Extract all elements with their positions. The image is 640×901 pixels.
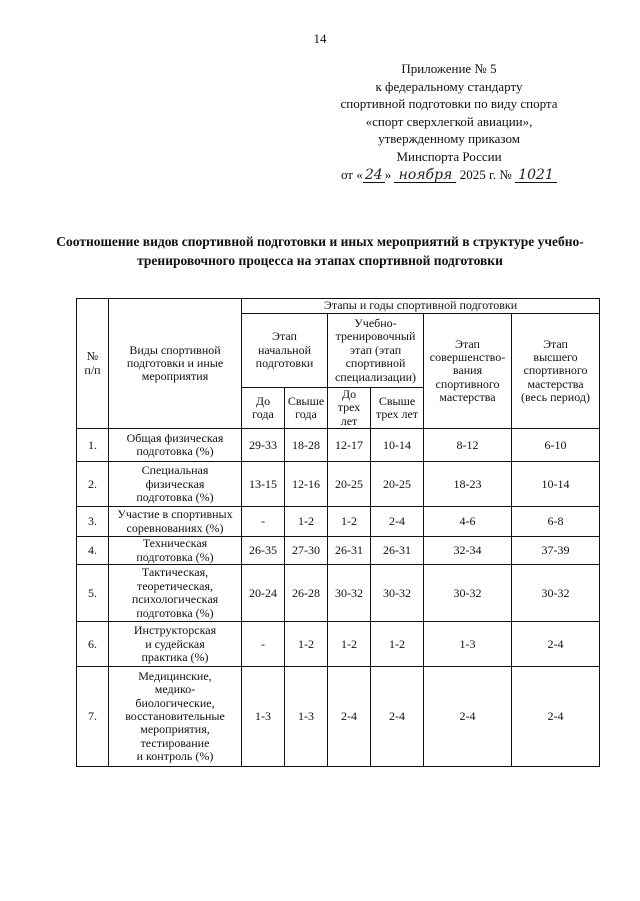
- table-cell: 2-4: [512, 667, 600, 767]
- table-cell: 1-3: [242, 667, 285, 767]
- table-cell: 6-10: [512, 429, 600, 462]
- annex-line: Приложение № 5: [401, 61, 497, 76]
- page-number: 14: [313, 31, 327, 46]
- table-cell: 13-15: [242, 462, 285, 507]
- annex-line: Минспорта России: [396, 148, 502, 164]
- handwritten-month: ноября: [394, 168, 456, 183]
- row-number: 5.: [77, 565, 109, 622]
- table-cell: 2-4: [424, 667, 512, 767]
- table-cell: 2-4: [512, 622, 600, 667]
- table-cell: -: [242, 507, 285, 537]
- row-kind-name: Специальная физическая подготовка (%): [109, 462, 242, 507]
- row-kind-name: Медицинские, медико- биологические, восстановительные мероприятия, тестирование и контроль (%): [109, 667, 242, 767]
- table-row: [77, 429, 600, 462]
- table-cell: 2-4: [328, 667, 371, 767]
- document-title: Соотношение видов спортивной подготовки и иных мероприятий в структуре учебно-тренировочного процесса на этапах спортивной подготовки: [56, 234, 584, 268]
- table-cell: 6-8: [512, 507, 600, 537]
- annex-line: к федеральному стандарту: [375, 78, 523, 94]
- table-cell: 1-2: [328, 622, 371, 667]
- table-cell: 1-3: [285, 667, 328, 767]
- row-kind-name: Тактическая, теоретическая, психологическая подготовка (%): [109, 565, 242, 622]
- date-year: 2025 г. №: [459, 166, 512, 182]
- order-date-line: [330, 166, 568, 184]
- row-kind-name: Общая физическая подготовка (%): [109, 429, 242, 462]
- header-over-three-years: Свыше трех лет: [371, 388, 424, 429]
- table-cell: -: [242, 622, 285, 667]
- header-stages-title: Этапы и годы спортивной подготовки: [242, 299, 600, 314]
- header-stage-initial: Этап начальной подготовки: [242, 314, 328, 388]
- annex-line: утвержденному приказом: [378, 131, 520, 147]
- date-mid: »: [384, 166, 392, 182]
- table-cell: 37-39: [512, 537, 600, 565]
- table-cell: 32-34: [424, 537, 512, 565]
- table-cell: 20-25: [371, 462, 424, 507]
- annex-line: «спорт сверхлегкой авиации»,: [365, 113, 533, 129]
- table-row: [77, 507, 600, 537]
- table-cell: 30-32: [371, 565, 424, 622]
- table-cell: 10-14: [512, 462, 600, 507]
- table-cell: 1-2: [328, 507, 371, 537]
- table-cell: 18-28: [285, 429, 328, 462]
- table-row: [77, 537, 600, 565]
- table-cell: 1-2: [285, 507, 328, 537]
- annex-line: спортивной подготовки по виду спорта: [340, 96, 558, 112]
- header-over-year: Свыше года: [285, 388, 328, 429]
- table-cell: 18-23: [424, 462, 512, 507]
- row-number: 6.: [77, 622, 109, 667]
- row-number: 7.: [77, 667, 109, 767]
- handwritten-order-number: 1021: [515, 168, 557, 183]
- table-row: [77, 565, 600, 622]
- table-cell: 4-6: [424, 507, 512, 537]
- table-cell: 20-24: [242, 565, 285, 622]
- header-stage-training: Учебно- тренировочный этап (этап спортивной специализации): [328, 314, 424, 388]
- training-ratio-table: [76, 298, 600, 767]
- table-cell: 30-32: [328, 565, 371, 622]
- header-stage-improvement: Этап совершенство- вания спортивного мастерства: [424, 314, 512, 429]
- row-number: 1.: [77, 429, 109, 462]
- table-cell: 10-14: [371, 429, 424, 462]
- table-cell: 30-32: [424, 565, 512, 622]
- row-number: 2.: [77, 462, 109, 507]
- row-kind-name: Инструкторская и судейская практика (%): [109, 622, 242, 667]
- handwritten-day: 24: [363, 168, 385, 183]
- table-cell: 1-3: [424, 622, 512, 667]
- table-cell: 2-4: [371, 507, 424, 537]
- row-kind-name: Техническая подготовка (%): [109, 537, 242, 565]
- row-kind-name: Участие в спортивных соревнованиях (%): [109, 507, 242, 537]
- table-body: [77, 429, 600, 767]
- annex-header: [330, 60, 568, 183]
- table-cell: 12-17: [328, 429, 371, 462]
- table-cell: 12-16: [285, 462, 328, 507]
- table-header-row: [77, 299, 600, 314]
- header-kinds: Виды спортивной подготовки и иные мероприятия: [109, 299, 242, 429]
- table-cell: 29-33: [242, 429, 285, 462]
- table-cell: 20-25: [328, 462, 371, 507]
- date-prefix: от «: [340, 166, 363, 182]
- table-cell: 2-4: [371, 667, 424, 767]
- table-row: [77, 667, 600, 767]
- table-cell: 26-31: [328, 537, 371, 565]
- header-up-to-year: До года: [242, 388, 285, 429]
- header-stage-highest: Этап высшего спортивного мастерства (весь период): [512, 314, 600, 429]
- row-number: 3.: [77, 507, 109, 537]
- table-cell: 1-2: [285, 622, 328, 667]
- table-row: [77, 622, 600, 667]
- table-cell: 26-31: [371, 537, 424, 565]
- table-cell: 1-2: [371, 622, 424, 667]
- table-cell: 8-12: [424, 429, 512, 462]
- table-cell: 30-32: [512, 565, 600, 622]
- table-row: [77, 462, 600, 507]
- table-cell: 26-28: [285, 565, 328, 622]
- table-cell: 27-30: [285, 537, 328, 565]
- header-num: № п/п: [77, 299, 109, 429]
- row-number: 4.: [77, 537, 109, 565]
- header-up-to-three-years: До трех лет: [328, 388, 371, 429]
- table-cell: 26-35: [242, 537, 285, 565]
